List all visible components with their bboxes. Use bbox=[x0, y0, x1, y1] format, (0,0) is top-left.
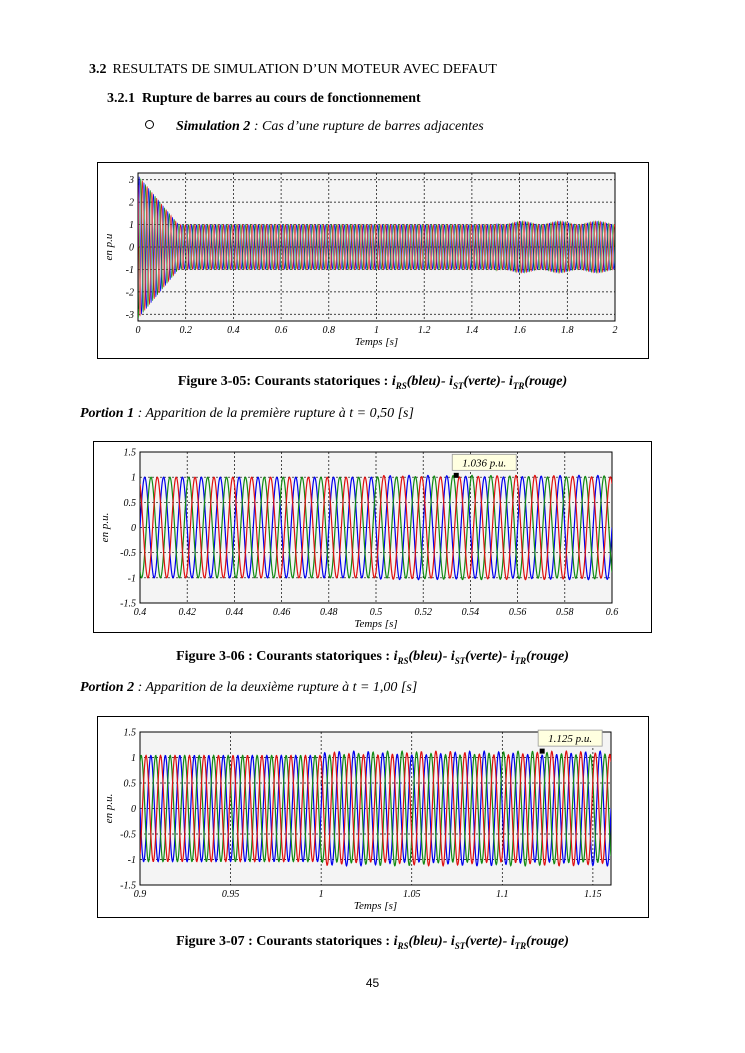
y-tick-label: 0.5 bbox=[123, 497, 136, 509]
y-axis-label: en p.u. bbox=[103, 793, 115, 824]
x-tick-label: 0.48 bbox=[320, 607, 338, 618]
x-tick-label: 0.54 bbox=[461, 607, 480, 618]
section-number: 3.2 bbox=[89, 62, 107, 77]
y-tick-label: 1 bbox=[131, 472, 136, 484]
x-tick-label: 0.4 bbox=[227, 325, 240, 336]
datatip-marker bbox=[540, 749, 545, 754]
x-tick-label: 1.8 bbox=[561, 325, 574, 336]
y-tick-label: 0 bbox=[131, 523, 136, 534]
caption-prefix: Figure 3-06 : Courants statoriques : bbox=[176, 649, 394, 664]
x-tick-label: 1.6 bbox=[513, 325, 526, 336]
x-tick-label: 0.6 bbox=[274, 325, 288, 336]
simulation-label: Simulation 2 bbox=[176, 119, 251, 134]
figure-caption-2 bbox=[0, 649, 745, 666]
x-tick-label: 0.52 bbox=[414, 607, 432, 618]
x-tick-label: 0.44 bbox=[225, 607, 244, 618]
subsection-heading bbox=[107, 91, 421, 107]
caption-i-st: $i_{ST}(verte)-$ bbox=[450, 649, 511, 666]
caption-i-tr: $i_{TR}(rouge)$ bbox=[509, 374, 568, 391]
x-tick-label: 0.6 bbox=[605, 607, 619, 618]
x-tick-label: 0.8 bbox=[322, 325, 336, 336]
x-tick-label: 0.9 bbox=[133, 889, 147, 900]
caption-i-rs: $i_{RS}(bleu)-$ bbox=[393, 649, 451, 666]
caption-i-st: $i_{ST}(verte)-$ bbox=[450, 934, 511, 951]
x-tick-label: 1.05 bbox=[402, 889, 421, 900]
datatip-label: 1.036 p.u. bbox=[462, 457, 507, 470]
caption-i-tr: $i_{TR}(rouge)$ bbox=[510, 934, 569, 951]
y-tick-label: -2 bbox=[125, 287, 134, 299]
page-number: 45 bbox=[365, 976, 380, 990]
y-tick-label: -1.5 bbox=[120, 598, 136, 610]
caption-i-rs: $i_{RS}(bleu)-$ bbox=[391, 374, 450, 391]
caption-prefix: Figure 3-07 : Courants statoriques : bbox=[176, 934, 394, 949]
portion-label: Portion 1 bbox=[80, 406, 135, 421]
chart-3-05 bbox=[98, 163, 648, 358]
x-tick-label: 1 bbox=[374, 325, 379, 336]
x-axis-label: Temps [s] bbox=[354, 618, 398, 630]
y-tick-label: -1 bbox=[125, 264, 134, 276]
simulation-line bbox=[145, 119, 484, 135]
caption-i-rs: $i_{RS}(bleu)-$ bbox=[393, 934, 451, 951]
caption-i-st: $i_{ST}(verte)-$ bbox=[449, 374, 509, 391]
section-title: RESULTATS DE SIMULATION D’UN MOTEUR AVEC DEFAUT bbox=[112, 62, 497, 77]
portion-2 bbox=[80, 680, 417, 696]
portion-label: Portion 2 bbox=[80, 680, 135, 695]
y-tick-label: 2 bbox=[129, 197, 134, 209]
subsection-title: Rupture de barres au cours de fonctionnement bbox=[142, 91, 421, 106]
x-tick-label: 0.2 bbox=[179, 325, 192, 336]
y-tick-label: -1 bbox=[127, 855, 136, 866]
section-heading bbox=[89, 62, 497, 78]
caption-prefix: Figure 3-05: Courants statoriques : bbox=[177, 374, 392, 389]
y-tick-label: -0.5 bbox=[120, 829, 136, 841]
y-tick-label: 1.5 bbox=[123, 727, 136, 739]
x-tick-label: 0.95 bbox=[221, 889, 240, 900]
portion-text: : Apparition de la première rupture à t = 0,50 [s] bbox=[134, 406, 414, 421]
chart-3-07 bbox=[98, 717, 648, 917]
x-tick-label: 1.15 bbox=[584, 889, 602, 900]
portion-1 bbox=[80, 406, 414, 422]
datatip-label: 1.125 p.u. bbox=[548, 733, 593, 746]
y-tick-label: -0.5 bbox=[120, 548, 136, 560]
y-tick-label: 1 bbox=[131, 753, 136, 764]
x-tick-label: 1.1 bbox=[496, 889, 509, 900]
x-tick-label: 0.46 bbox=[272, 607, 291, 618]
x-tick-label: 0.56 bbox=[508, 607, 527, 618]
y-axis-label: en p.u. bbox=[99, 512, 111, 543]
figure-caption-3 bbox=[0, 934, 745, 951]
y-tick-label: 3 bbox=[129, 175, 134, 187]
datatip-marker bbox=[454, 473, 459, 478]
figure-frame-2 bbox=[93, 441, 652, 633]
y-tick-label: -1 bbox=[127, 573, 136, 585]
figure-frame-1 bbox=[97, 162, 649, 359]
x-tick-label: 1 bbox=[318, 889, 324, 900]
circle-bullet-icon bbox=[145, 120, 154, 129]
figure-frame-3 bbox=[97, 716, 649, 918]
y-tick-label: 0.5 bbox=[123, 778, 136, 790]
x-tick-label: 0.58 bbox=[556, 607, 574, 618]
simulation-desc: : Cas d’une rupture de barres adjacentes bbox=[250, 119, 484, 134]
y-tick-label: 0 bbox=[131, 804, 136, 815]
x-tick-label: 2 bbox=[612, 325, 618, 336]
y-tick-label: 1 bbox=[129, 220, 134, 232]
y-tick-label: 1.5 bbox=[123, 447, 136, 459]
x-tick-label: 0 bbox=[135, 325, 141, 336]
caption-i-tr: $i_{TR}(rouge)$ bbox=[510, 649, 569, 666]
y-axis-label: en p.u bbox=[103, 233, 115, 261]
chart-3-06 bbox=[94, 442, 651, 632]
x-tick-label: 1.2 bbox=[417, 325, 431, 336]
x-tick-label: 0.42 bbox=[178, 607, 196, 618]
subsection-number: 3.2.1 bbox=[107, 91, 135, 106]
y-tick-label: 0 bbox=[129, 242, 134, 254]
x-axis-label: Temps [s] bbox=[353, 900, 398, 912]
figure-caption-1 bbox=[0, 374, 745, 391]
x-tick-label: 0.4 bbox=[133, 607, 147, 618]
y-tick-label: -1.5 bbox=[120, 880, 136, 892]
x-tick-label: 0.5 bbox=[369, 607, 383, 618]
portion-text: : Apparition de la deuxième rupture à t = 1,00 [s] bbox=[134, 680, 418, 695]
x-axis-label: Temps [s] bbox=[354, 336, 399, 348]
x-tick-label: 1.4 bbox=[465, 325, 479, 336]
y-tick-label: -3 bbox=[125, 309, 134, 321]
